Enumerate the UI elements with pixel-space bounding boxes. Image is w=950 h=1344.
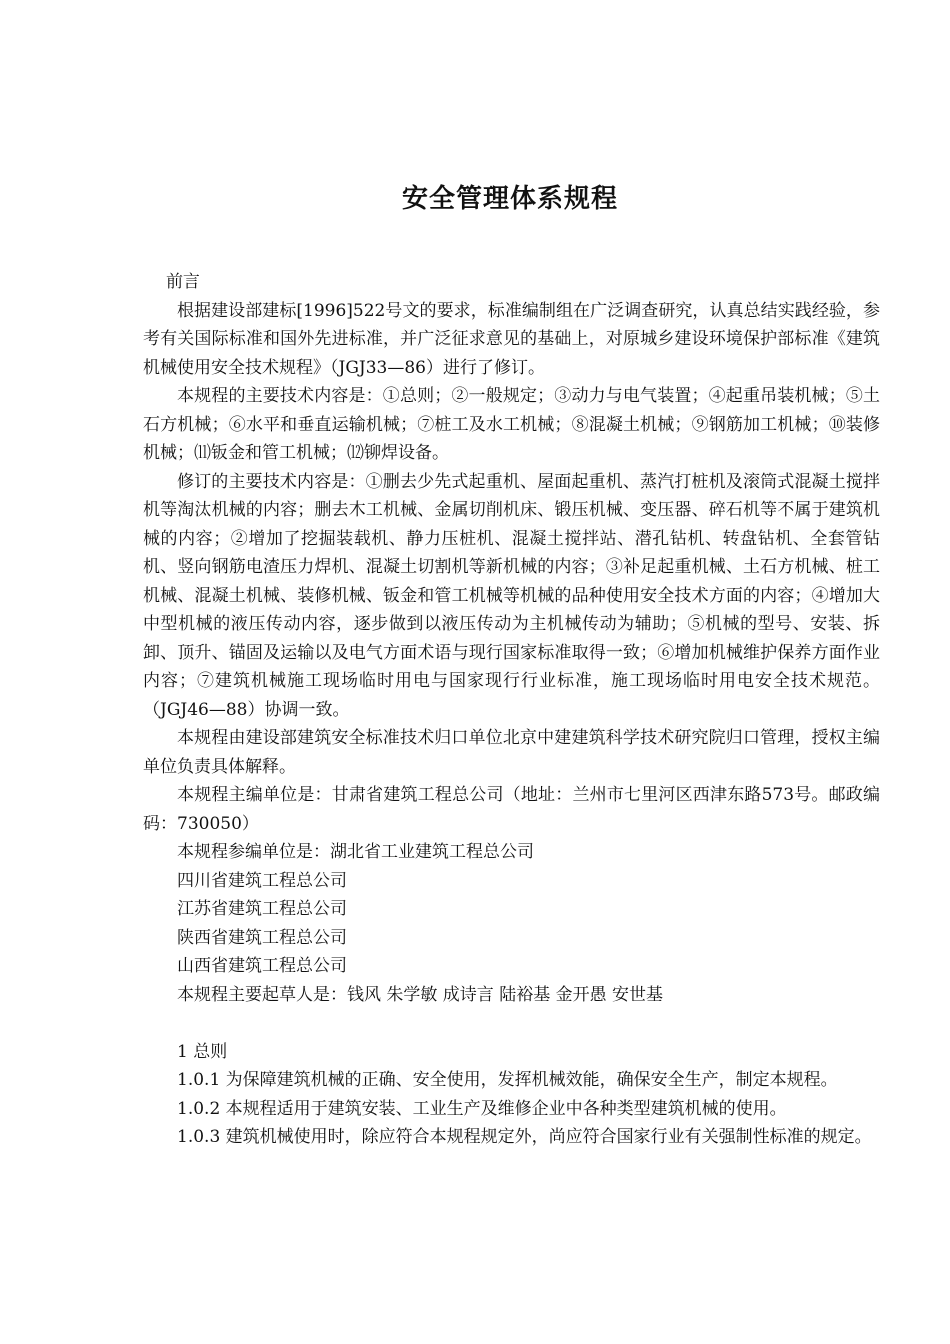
paragraph-revision-basis: 根据建设部建标[1996]522号文的要求，标准编制组在广泛调查研究，认真总结实践经验，参考有关国际标准和国外先进标准，并广泛征求意见的基础上，对原城乡建设环境保护部标准《建筑机械使用安全技术规程》（JGJ33—86）进行了修订。 <box>143 300 880 378</box>
document-body <box>143 268 880 1152</box>
paragraph-chief-editor: 本规程主编单位是：甘肃省建筑工程总公司（地址：兰州市七里河区西津东路573号。邮政编码：730050） <box>143 785 880 834</box>
paragraph-main-contents: 本规程的主要技术内容是：①总则；②一般规定；③动力与电气装置；④起重吊装机械；⑤土石方机械；⑥水平和垂直运输机械；⑦桩工及水工机械；⑧混凝土机械；⑨钢筋加工机械；⑩装修机械；⑾钣金和管工机械；⑿铆焊设备。 <box>143 386 880 463</box>
paragraph-participating-units: 本规程参编单位是：湖北省工业建筑工程总公司 <box>177 842 534 862</box>
participating-unit: 山西省建筑工程总公司 <box>177 956 347 976</box>
chapter-heading: 1 总则 <box>177 1041 228 1062</box>
paragraph-management: 本规程由建设部建筑安全标准技术归口单位北京中建建筑科学技术研究院归口管理，授权主编单位负责具体解释。 <box>143 728 880 777</box>
participating-unit: 陕西省建筑工程总公司 <box>177 927 347 948</box>
preface-heading: 前言 <box>165 272 200 292</box>
page-title: 安全管理体系规程 <box>401 184 618 214</box>
section-spacer <box>143 1009 880 1038</box>
clause-1-0-3: 1.0.3 建筑机械使用时，除应符合本规程规定外，尚应符合国家行业有关强制性标准的规定。 <box>177 1127 872 1147</box>
paragraph-drafters: 本规程主要起草人是：钱风 朱学敏 成诗言 陆裕基 金开愚 安世基 <box>177 984 664 1005</box>
participating-unit: 四川省建筑工程总公司 <box>177 870 347 891</box>
clause-1-0-1: 1.0.1 为保障建筑机械的正确、安全使用，发挥机械效能，确保安全生产，制定本规程。 <box>177 1070 838 1090</box>
paragraph-revision-contents: 修订的主要技术内容是：①删去少先式起重机、屋面起重机、蒸汽打桩机及滚筒式混凝土搅拌机等淘汰机械的内容；删去木工机械、金属切削机床、锻压机械、变压器、碎石机等不属于建筑机械的内容；②增加了挖掘装载机、静力压桩机、混凝土搅拌站、潜孔钻机、转盘钻机、全套管钻机、竖向钢筋电渣压力焊机、混凝土切割机等新机械的内容；③补足起重机械、土石方机械、桩工机械、混凝土机械、装修机械、钣金和管工机械等机械的品种使用安全技术方面的内容；④增加大中型机械的液压传动内容，逐步做到以液压传动为主机械传动为辅助；⑤机械的型号、安装、拆卸、顶升、锚固及运输以及电气方面术语与现行国家标准取得一致；⑥增加机械维护保养方面作业内容；⑦建筑机械施工现场临时用电与国家现行行业标准，施工现场临时用电安全技术规范。（JGJ46—88）协调一致。 <box>143 471 880 720</box>
clause-1-0-2: 1.0.2 本规程适用于建筑安装、工业生产及维修企业中各种类型建筑机械的使用。 <box>177 1098 787 1119</box>
participating-unit: 江苏省建筑工程总公司 <box>177 899 347 919</box>
